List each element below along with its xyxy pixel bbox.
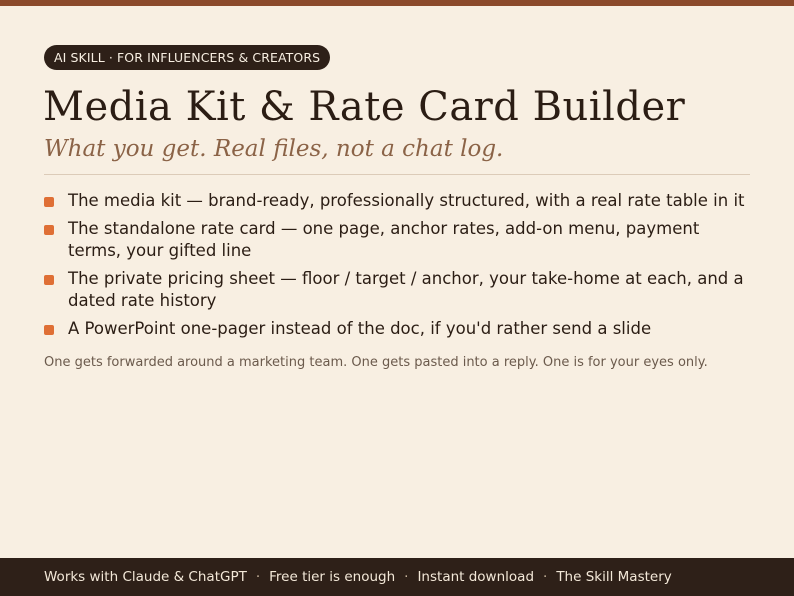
square-bullet-icon: [44, 325, 54, 335]
divider: [44, 174, 750, 175]
square-bullet-icon: [44, 197, 54, 207]
list-item: [44, 318, 754, 340]
footer-bar: [0, 558, 794, 596]
top-accent-bar: [0, 0, 794, 6]
list-item: [44, 268, 754, 312]
deliverables-list: [44, 190, 754, 346]
page-title: Media Kit & Rate Card Builder: [43, 84, 686, 130]
list-item: [44, 218, 754, 262]
category-badge: AI SKILL · FOR INFLUENCERS & CREATORS: [44, 45, 330, 70]
list-item-text: A PowerPoint one-pager instead of the doc, if you'd rather send a slide: [68, 319, 652, 338]
footer-item-tier: Free tier is enough: [269, 569, 396, 585]
square-bullet-icon: [44, 275, 54, 285]
footer-separator: ·: [543, 569, 548, 585]
footnote: One gets forwarded around a marketing team. One gets pasted into a reply. One is for your eyes only.: [44, 355, 708, 370]
footer-separator: ·: [404, 569, 409, 585]
list-item-text: The standalone rate card — one page, anchor rates, add-on menu, payment terms, your gifted line: [68, 219, 700, 260]
page-subtitle: What you get. Real files, not a chat log.: [44, 136, 504, 162]
footer-item-compatibility: Works with Claude & ChatGPT: [44, 569, 247, 585]
list-item: [44, 190, 754, 212]
square-bullet-icon: [44, 225, 54, 235]
footer-item-download: Instant download: [417, 569, 535, 585]
footer-item-brand: The Skill Mastery: [556, 569, 672, 585]
footer-separator: ·: [255, 569, 261, 585]
list-item-text: The media kit — brand-ready, professionally structured, with a real rate table in it: [68, 191, 745, 210]
list-item-text: The private pricing sheet — floor / target / anchor, your take-home at each, and a dated rate history: [68, 269, 744, 310]
